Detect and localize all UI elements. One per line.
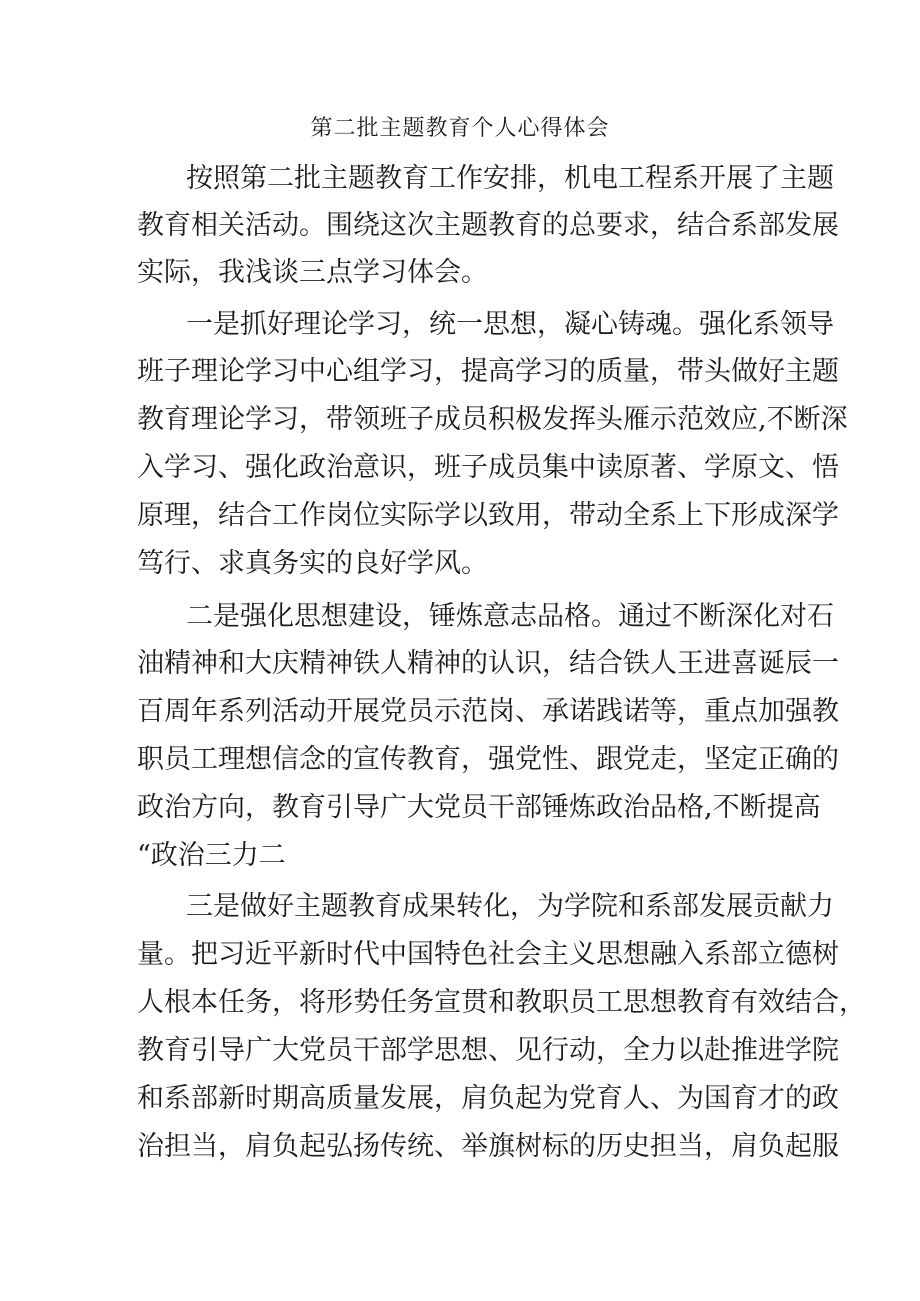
paragraph-3-line-4: 职员工理想信念的宣传教育，强党性、跟党走，坚定正确的: [137, 744, 839, 775]
paragraph-2-line-5: 原理，结合工作岗位实际学以致用，带动全系上下形成深学: [137, 500, 839, 531]
paragraph-2-line-3: 教育理论学习，带领班子成员积极发挥头雁示范效应,不断深: [137, 404, 848, 435]
paragraph-1-line-2: 教育相关活动。围绕这次主题教育的总要求，结合系部发展: [137, 210, 839, 241]
paragraph-2-line-2: 班子理论学习中心组学习，提高学习的质量，带头做好主题: [137, 356, 839, 387]
paragraph-3-line-5: 政治方向，教育引导广大党员干部锤炼政治品格,不断提高: [137, 792, 821, 823]
paragraph-2-line-6: 笃行、求真务实的良好学风。: [137, 548, 488, 579]
paragraph-4-line-1: 三是做好主题教育成果转化，为学院和系部发展贡献力: [186, 891, 834, 922]
paragraph-4-line-6: 治担当，肩负起弘扬传统、举旗树标的历史担当，肩负起服: [137, 1131, 839, 1162]
paragraph-3-line-2: 油精神和大庆精神铁人精神的认识，结合铁人王进喜诞辰一: [137, 648, 839, 679]
paragraph-2-line-1: 一是抓好理论学习，统一思想，凝心铸魂。强化系领导: [186, 309, 834, 340]
paragraph-4-line-2: 量。把习近平新时代中国特色社会主义思想融入系部立德树: [137, 939, 839, 970]
document-title: 第二批主题教育个人心得体会: [310, 116, 610, 141]
paragraph-4-line-4: 教育引导广大党员干部学思想、见行动，全力以赴推进学院: [137, 1035, 839, 1066]
paragraph-3-line-3: 百周年系列活动开展党员示范岗、承诺践诺等，重点加强教: [137, 696, 839, 727]
paragraph-4-line-5: 和系部新时期高质量发展，肩负起为党育人、为国育才的政: [137, 1083, 839, 1114]
paragraph-1-line-1: 按照第二批主题教育工作安排，机电工程系开展了主题: [186, 163, 834, 194]
paragraph-3-line-6: “政治三力二: [137, 840, 286, 871]
paragraph-1-line-3: 实际，我浅谈三点学习体会。: [137, 257, 488, 288]
paragraph-2-line-4: 入学习、强化政治意识，班子成员集中读原著、学原文、悟: [137, 452, 839, 483]
paragraph-3-line-1: 二是强化思想建设，锤炼意志品格。通过不断深化对石: [186, 601, 834, 632]
paragraph-4-line-3: 人根本任务，将形势任务宣贯和教职员工思想教育有效结合，: [137, 987, 866, 1018]
